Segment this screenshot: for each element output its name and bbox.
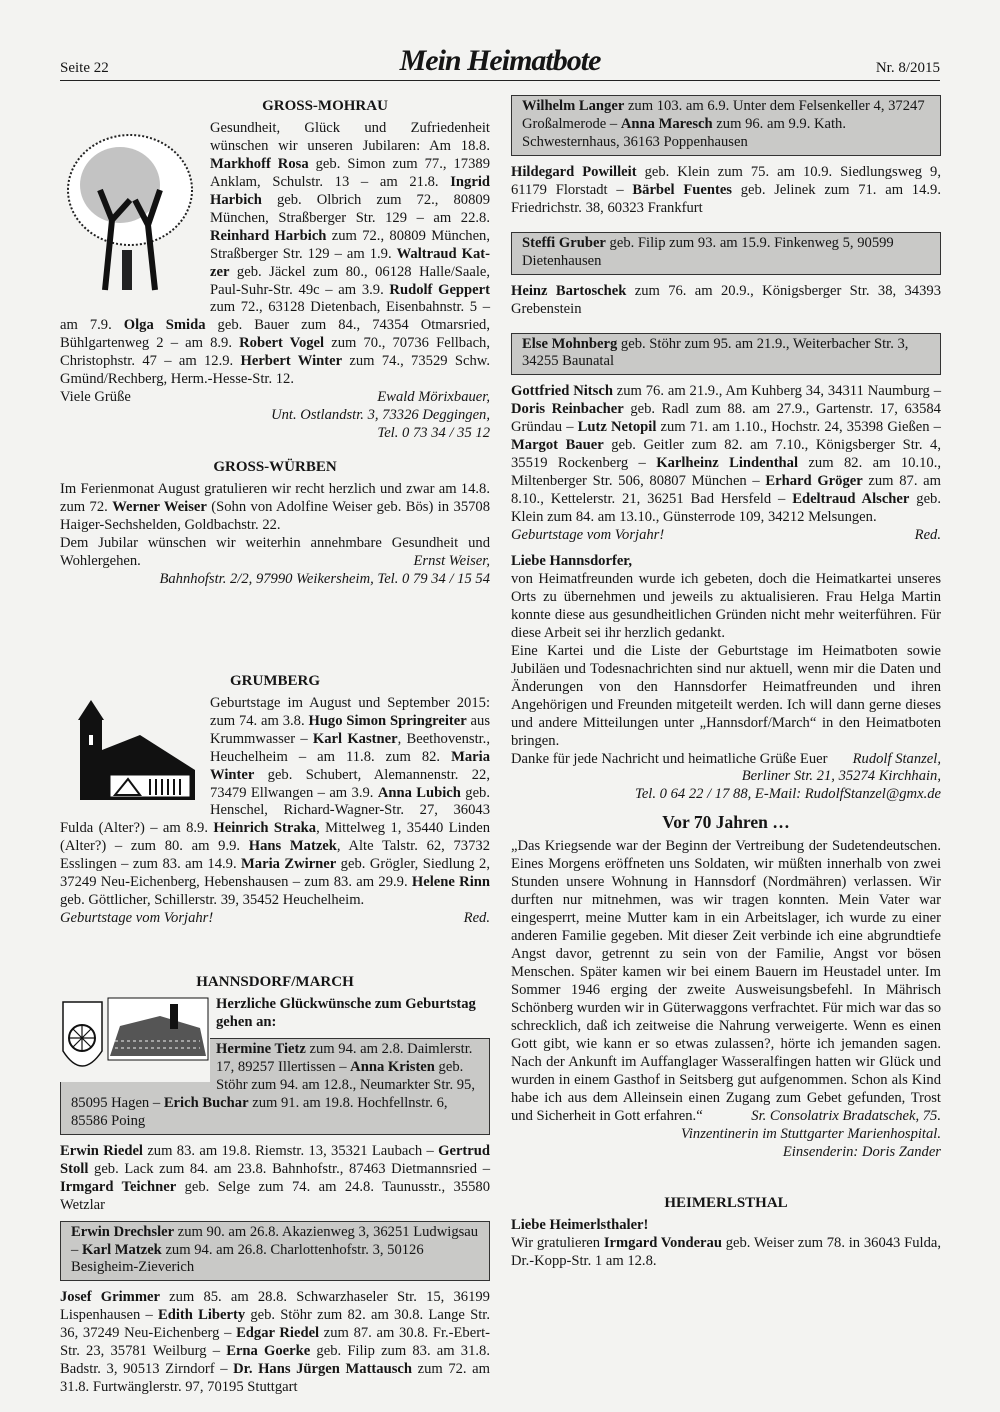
text-run: geb. Schubert, Alemannenstr. 22, 73479 Ellwangen – am 3.9. [210, 766, 490, 801]
text-run: geb. Filip zum 83. am 31.8. Badstr. 3, 90513 Zirndorf – [60, 1343, 490, 1378]
signature-name: Rudolf Stanzel, [852, 750, 941, 767]
person-name: Hugo Simon Springreiter [308, 712, 467, 729]
testimony-body: „Das Kriegsende war der Beginn der Vertreibung der Sudetendeutschen. Eines Morgens eröffneten uns Soldaten, wir müßten innerhalb von zwei Stunden unsere Wohnung in Hannsdorf (Nordmähren) verlassen. Wir durften nur mitnehmen, was wir tragen konnten. Mein Vater war eingesperrt, meine Mutter kam in ein Arbeitslager, ich wurde zu einer anderen Familie gegeben. Mit dieser Zeit verbinde ich eine abgrundtiefe Angst davor, getrennt zu sein von der Familie, Angst vor bösen Menschen. Später kamen wir bei einem Bauern im Heustadel unter. Im Sommer 1946 erging der zweite Ausweisungsbefehl. In Mährisch Schönberg wurden wir in Güterwaggons verfrachtet. Für mich war das so schrecklich, daß ich zeitweise die Nahrung verweigerte. Wenn es einen Gott gibt, wie kann er so etwas zulassen?, hörte ich jemanden sagen. Nach der Ankunft im Auffanglager Wasseralfingen hatten wir Glück und wurden in einem Gasthof in Seitsberg gut aufgenommen. Schon als Kind habe ich aus dem Alleinsein einen Zugang zum Gebet gefunden, Trost und Sicherheit in Gott erfahren.“ [511, 838, 941, 1124]
text-run: , Mittelweg 1, 35440 Linden (Alter?) – zum 80. am 9.9. [60, 820, 491, 855]
section-heading: Vor 70 Jahren … [662, 812, 790, 833]
text-run: zum 76. am 20.9., Königsberger Str. 38, 34393 Grebenstein [511, 282, 941, 317]
section-heading: GROSS-WÜRBEN [213, 459, 337, 476]
closing: Danke für jede Nachricht und heimatliche Grüße Euer [511, 750, 828, 767]
section-heading: HEIMERLSTHAL [664, 1195, 788, 1212]
text-run: zum 94. am 2.8. Daimlerstr. 17, 89257 Illertissen – [216, 1040, 473, 1075]
text-run: zum 96. am 9.9. Kath. Schwesternhaus, 36163 Poppenhausen [522, 115, 847, 150]
text-run: geb. Lack zum 84. am 23.8. Bahnhofstr., 87463 Dietmannsried – [88, 1160, 490, 1177]
person-name: Erich Buchar [163, 1094, 249, 1111]
text-run: zum 71. am 1.10., Hochstr. 24, 35398 Gießen – [656, 419, 941, 436]
note: Geburtstage vom Vorjahr! [511, 527, 665, 544]
text-run: geb. Jäckel zum 80., 06128 Halle/Saale, Paul-Suhr-Str. 49c – am 3.9. [210, 263, 490, 298]
signature-name: Ernst Weiser, [413, 552, 490, 569]
person-name: Erhard Gröger [765, 473, 863, 490]
person-name: Anna Lubich [377, 784, 461, 801]
text-run: geb. Bauer zum 84., 74354 Otmarsried, Bühlgartenweg 2 – am 8.9. [60, 317, 490, 352]
person-name: Wilhelm Langer [522, 98, 625, 114]
person-name: Erwin Riedel [60, 1142, 143, 1159]
text-run: geb. Göttlicher, Schillerstr. 39, 35452 Heuchelheim. [60, 892, 365, 909]
wish-text: Dem Jubilar wünschen wir weiterhin annehmbare Gesundheit und Wohlergehen. [60, 534, 490, 569]
signature-name: Sr. Consolatrix Bradatschek, 75. [751, 1107, 941, 1124]
person-name: Irmgard Vonderau [603, 1235, 722, 1252]
signature-phone: Tel. 0 73 34 / 35 12 [377, 425, 490, 442]
gross-wuerben-wish [60, 535, 490, 571]
birthday-text [511, 164, 941, 218]
person-name: Robert Vogel [239, 335, 325, 352]
signature-name: Ewald Mörixbauer, [377, 389, 490, 406]
person-name: Gertrud Stoll [60, 1142, 490, 1177]
person-name: Karlheinz Lindenthal [656, 455, 799, 472]
salutation: Liebe Heimerlsthaler! [511, 1217, 649, 1234]
text-run: aus Krummwasser – [210, 712, 490, 747]
editor-mark: Red. [914, 527, 941, 544]
text-run: geb. Stöhr zum 94. am 12.8., Neumarkter Str. 95, 85095 Hagen – [71, 1058, 476, 1111]
text-run: geb. Selge zum 74. am 24.8. Taunusstr., 35580 Wetzlar [60, 1178, 491, 1213]
page-header [60, 44, 940, 81]
text-run: geb. Henschel, Richard-Wagner-Str. 27, 36043 Fulda (Alter?) – am 8.9. [60, 784, 490, 837]
person-name: Steffi Gruber [522, 234, 606, 251]
section-heading: GROSS-MOHRAU [262, 98, 388, 114]
text-run: zum 87. am 30.8. Fr.-Ebert-Str. 23, 35781 Weilburg – [60, 1325, 490, 1360]
section-vor-70-jahren [511, 814, 941, 1161]
letter-salutation: Liebe Hannsdorfer, [511, 553, 633, 570]
person-name: Heinz Bartoschek [511, 282, 627, 299]
left-column [60, 92, 490, 1397]
person-name: Werner Weiser [112, 499, 207, 516]
text-run: zum 70., 70736 Fellbach, Christophstr. 47 – am 12.9. [60, 335, 491, 370]
masthead-logo: Mein Heimatbote [399, 44, 601, 77]
person-name: Doris Reinbacher [511, 401, 624, 418]
greeting: Viele Grüße [60, 389, 131, 406]
person-name: Helene Rinn [411, 874, 490, 891]
text-run: geb. Simon zum 77., 17389 Anklam, Schulstr. 13 – am 21.8. [210, 155, 490, 190]
heimerlsthal-text [511, 1235, 941, 1271]
text-run: geb. Jelinek zum 71. am 14.9. Friedrichstr. 38, 60323 Frankfurt [511, 181, 941, 216]
text-run: Im Ferienmonat August gratulieren wir recht herzlich und zwar am 14.8. zum 72. [60, 481, 490, 516]
text-run: geb. Radl zum 88. am 27.9., Gartenstr. 17, 63584 Gründau – [511, 401, 941, 436]
birthday-text [511, 383, 941, 527]
church-illustration [60, 695, 210, 815]
person-name: Olga Smida [123, 317, 206, 334]
text-run: Gesundheit, Glück und Zufriedenheit wünschen wir unseren Jubilaren: Am 18.8. [210, 119, 490, 154]
person-name: Dr. Hans Jürgen Mattausch [233, 1361, 412, 1378]
text-run: zum 83. am 19.8. Riemstr. 13, 35321 Laubach – [142, 1142, 439, 1159]
section-grumberg [60, 673, 490, 928]
person-name: Lutz Netopil [577, 419, 657, 436]
text-run: geb. Grögler, Siedlung 2, 37249 Neu-Eichenberg, Hebenshausen – zum 83. am 29.9. [60, 856, 490, 891]
text-run: zum 103. am 6.9. Unter dem Felsenkeller 4, 37247 Großalmerode – [522, 98, 925, 132]
hannsdorf-intro: Herzliche Glückwünsche zum Geburtstag gehen an: [216, 996, 476, 1031]
editor-mark: Red. [463, 910, 490, 927]
text-run: Wir gratulieren [511, 1235, 604, 1252]
person-name: Hans Matzek [248, 838, 337, 855]
text-run: geb. Olbrich zum 72., 80809 München, Straßberger Str. 129 – am 22.8. [210, 191, 490, 226]
signature-contact: Tel. 0 64 22 / 17 88, E-Mail: RudolfStanzel@gmx.de [635, 786, 941, 803]
text-run: zum 74., 73529 Schw. Gmünd/Rechberg, Herm.-Hesse-Str. 12. [60, 353, 490, 388]
person-name: Anna Kristen [350, 1058, 435, 1075]
note-row [511, 527, 941, 545]
text-run: zum 72., 63128 Dietenbach, Eisenbahnstr. 5 – am 7.9. [60, 299, 490, 334]
highlight-box [511, 95, 941, 156]
section-heimerlsthal [511, 1195, 941, 1271]
person-name: Markhoff Rosa [210, 155, 309, 172]
person-name: Maria Zwirner [241, 856, 337, 873]
letter-paragraph [511, 751, 941, 769]
hannsdorf-images [60, 996, 210, 1082]
person-name: Edgar Riedel [236, 1325, 320, 1342]
letter-paragraph: Eine Kartei und die Liste der Geburtstage im Heimatboten sowie Jubiläen und Todesnachrichten sind nur aktuell, wenn mir die Daten und Änderungen von den Hannsdorfer Heimatfreunden und ihren Angehörigen und Freunden mitgeteilt werden. Ich will dann gerne dieses und andere Mitteilungen unter „Hannsdorf/March“ in den Heimatboten bringen. [511, 642, 941, 749]
person-name: Maria Winter [210, 748, 490, 783]
note: Geburtstage vom Vorjahr! [60, 910, 214, 927]
letter-hannsdorf [511, 553, 941, 804]
person-name: Anna Maresch [620, 115, 713, 132]
section-gross-wuerben [60, 459, 490, 589]
tree-illustration [60, 130, 210, 305]
person-name: Herbert Winter [240, 353, 343, 370]
person-name: Rudolf Geppert [389, 281, 490, 298]
section-gross-mohrau [60, 98, 490, 443]
person-name: Reinhard Harbich [210, 227, 327, 244]
text-run: zum 94. am 26.8. Charlottenhofstr. 3, 50126 Besigheim-Zieverich [71, 1241, 424, 1276]
highlight-box [511, 333, 941, 376]
person-name: Else Mohnberg [522, 335, 618, 352]
text-run: geb. Weiser zum 78. in 36043 Fulda, Dr.-Kopp-Str. 1 am 12.8. [511, 1235, 942, 1270]
text-run: Geburtstage im August und September 2015: zum 74. am 3.8. [210, 694, 490, 729]
text-run: geb. Klein zum 84. am 13.10., Günsterrode 109, 34212 Melsungen. [511, 491, 941, 526]
hannsdorf-text-1 [60, 1143, 490, 1215]
text-run: zum 91. am 19.8. Hochfellnstr. 6, 85586 Poing [71, 1094, 448, 1129]
signature-affiliation: Vinzentinerin im Stuttgarter Marienhospital. [681, 1125, 941, 1142]
text-run: zum 72., 80809 München, Straßberger Str. 129 – am 1.9. [210, 227, 490, 262]
person-name: Ingrid Harbich [210, 173, 490, 208]
signature-address: Bahnhofstr. 2/2, 97990 Weikersheim, Tel. 0 79 34 / 15 54 [159, 570, 490, 587]
person-name: Margot Bauer [511, 437, 604, 454]
text-run: zum 85. am 28.8. Schwarzhaseler Str. 15, 36199 Lispenhausen – [60, 1289, 490, 1324]
signature-address: Berliner Str. 21, 35274 Kirchhain, [741, 768, 941, 785]
text-run: zum 90. am 26.8. Akazienweg 3, 36251 Ludwigsau – [71, 1223, 479, 1258]
section-heading: GRUMBERG [230, 672, 320, 689]
right-column [511, 92, 941, 1271]
text-run: geb. Stöhr zum 82. am 30.8. Lange Str. 36, 37249 Neu-Eichenberg – [60, 1307, 490, 1342]
sender: Einsenderin: Doris Zander [782, 1143, 941, 1160]
text-run: geb. Stöhr zum 95. am 21.9., Weiterbacher Str. 3, 34255 Baunatal [522, 335, 909, 370]
text-run: geb. Filip zum 93. am 15.9. Finkenweg 5, 90599 Dietenhausen [522, 234, 894, 269]
person-name: Heinrich Straka [213, 820, 317, 837]
text-run: , Alte Talstr. 62, 73732 Esslingen – zum 83. am 14.9. [60, 838, 490, 873]
text-run: zum 82. am 10.10., Miltenberger Str. 506, 80807 München – [511, 455, 941, 490]
text-run: zum 76. am 21.9., Am Kuhberg 34, 34311 Naumburg – [612, 383, 941, 400]
page-number: Seite 22 [60, 60, 109, 76]
person-name: Hermine Tietz [216, 1040, 306, 1057]
person-name: Irmgard Teichner [60, 1178, 177, 1195]
testimony-text [511, 838, 941, 1125]
letter-paragraph: von Heimatfreunden wurde ich gebeten, doch die Heimatkartei unseres Orts zu übernehmen und jeweils zu aktualisieren. Frau Helga Martin konnte diese aus gesundheitlichen Gründen nicht mehr weiterführen. Für diese Arbeit sei ihr herzlich gedankt. [511, 570, 941, 641]
text-run: zum 87. am 8.10., Kettelerstr. 21, 36251 Bad Hersfeld – [511, 473, 941, 508]
signature-address: Unt. Ostlandstr. 3, 73326 Deggingen, [271, 407, 490, 424]
text-run: geb. Geitler zum 82. am 7.10., Königsberger Str. 4, 35519 Rockenberg – [511, 437, 941, 472]
section-heading: HANNSDORF/MARCH [196, 974, 354, 991]
person-name: Gottfried Nitsch [511, 383, 613, 400]
person-name: Josef Grimmer [60, 1289, 160, 1306]
gross-wuerben-text [60, 481, 490, 535]
person-name: Hildegard Powilleit [511, 163, 637, 180]
person-name: Waltraud Katzer [210, 245, 491, 280]
text-run: , Beethovenstr., Heuchelheim – am 11.8. zum 82. [210, 730, 490, 765]
person-name: Bärbel Fuentes [632, 181, 732, 198]
person-name: Edeltraud Alscher [792, 491, 910, 508]
person-name: Edith Liberty [158, 1307, 246, 1324]
person-name: Erna Goerke [226, 1343, 311, 1360]
birthday-text [511, 283, 941, 319]
section-hannsdorf [60, 974, 490, 1397]
text-run: (Sohn von Adolfine Weiser geb. Bös) in 35708 Haiger-Sechshelden, Goldbachstr. 22. [60, 499, 491, 533]
note-row [60, 910, 490, 928]
greeting-row [60, 389, 490, 407]
person-name: Karl Kastner [312, 730, 398, 747]
person-name: Karl Matzek [81, 1241, 162, 1258]
text-run: zum 72. am 31.8. Furtwänglerstr. 97, 70195 Stuttgart [60, 1361, 490, 1396]
highlight-box [511, 232, 941, 275]
highlight-box [60, 1221, 490, 1282]
issue-number: Nr. 8/2015 [875, 60, 940, 76]
text-run: geb. Klein zum 75. am 10.9. Siedlungsweg 9, 61179 Florstadt – [511, 163, 941, 198]
person-name: Erwin Drechsler [71, 1223, 175, 1240]
hannsdorf-text-2 [60, 1289, 490, 1397]
